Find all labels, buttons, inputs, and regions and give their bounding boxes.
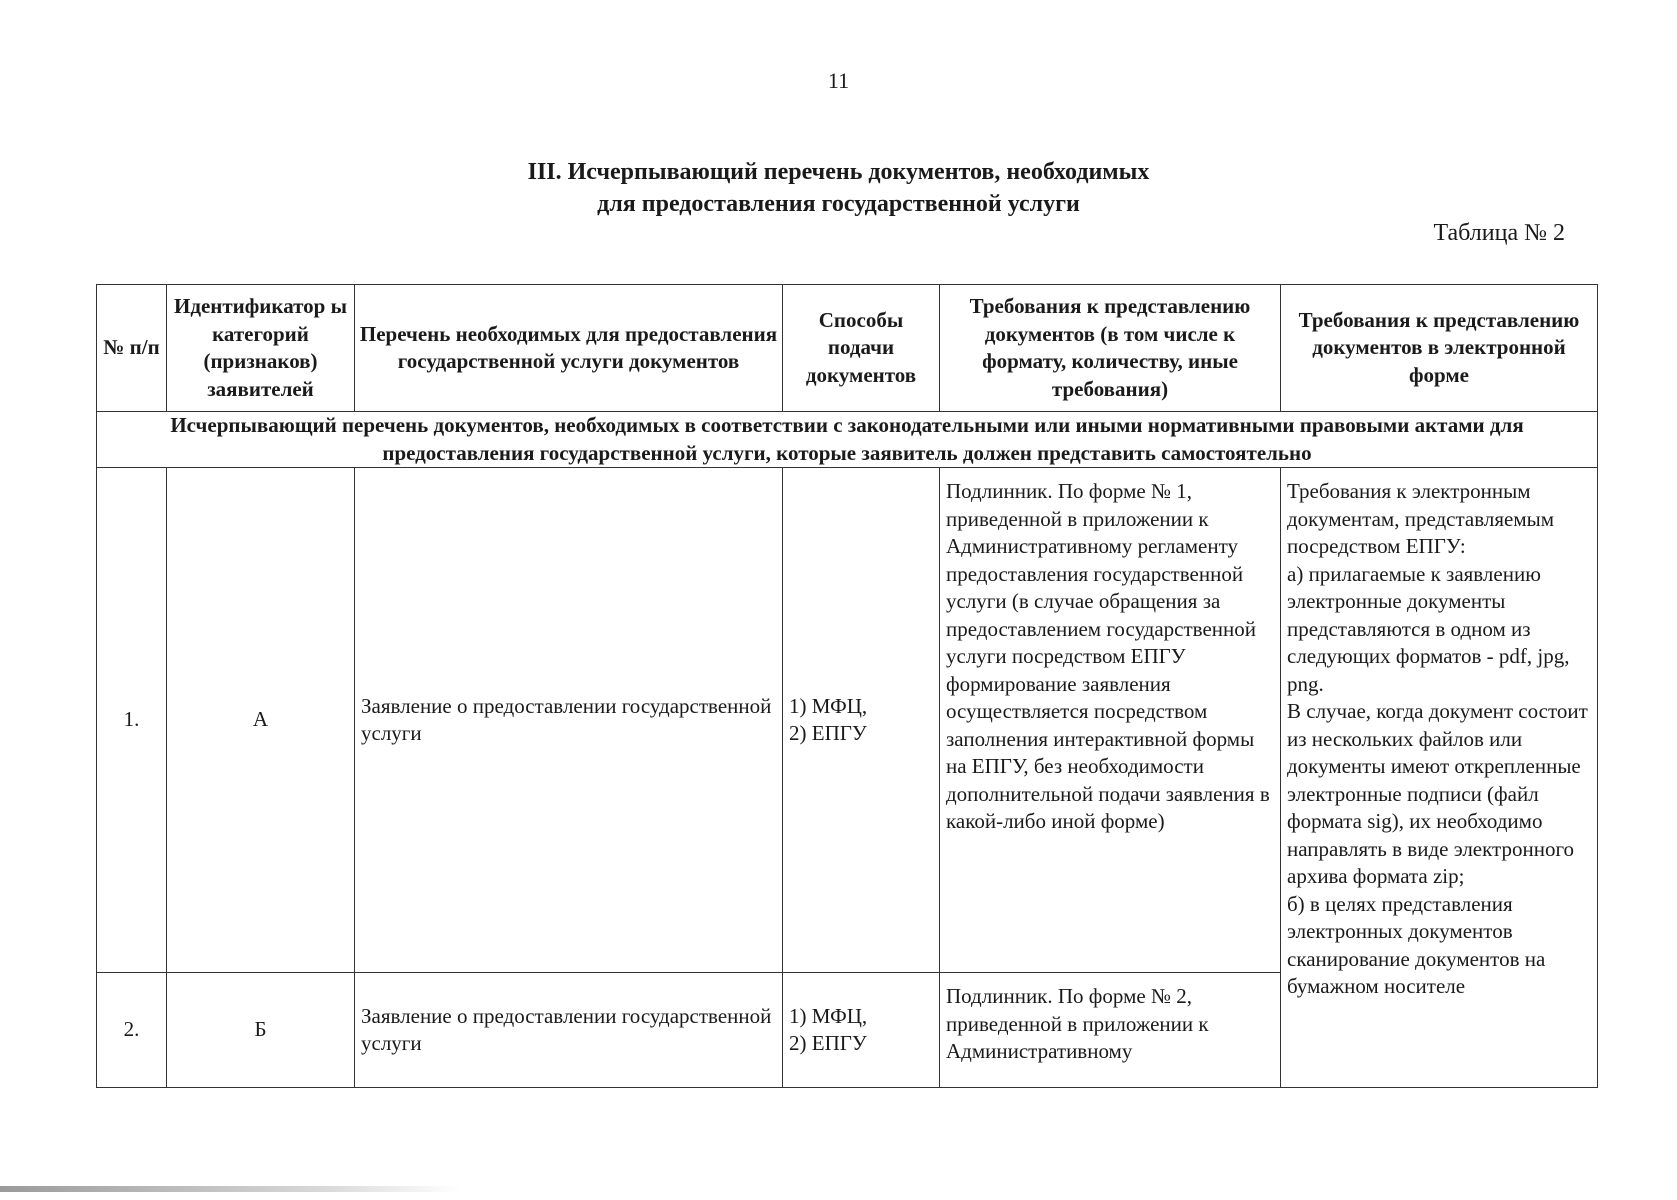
table-caption: Таблица № 2 xyxy=(1433,220,1565,246)
page-title xyxy=(0,156,1677,220)
table-section-row xyxy=(97,412,1598,468)
table-row xyxy=(97,468,1598,973)
page-title-line-1: III. Исчерпывающий перечень документов, необходимых xyxy=(527,159,1150,185)
table-header-row xyxy=(97,285,1598,412)
page-title-line-2: для предоставления государственной услуги xyxy=(597,191,1080,217)
page-number: 11 xyxy=(827,68,850,93)
row-document: Заявление о предоставлении государственной услуги xyxy=(355,973,783,1088)
section-heading: Исчерпывающий перечень документов, необходимых в соответствии с законодательными или иными нормативными правовыми актами для предоставления государственной услуги, которые заявитель должен представить самостоятельно xyxy=(97,412,1598,468)
row-category: Б xyxy=(167,973,355,1088)
header-requirements: Требования к представлению документов (в том числе к формату, количеству, иные требования) xyxy=(940,285,1281,412)
documents-table xyxy=(96,284,1598,1088)
row-methods: 1) МФЦ, 2) ЕПГУ xyxy=(783,973,940,1088)
electronic-requirements: Требования к электронным документам, представляемым посредством ЕПГУ: а) прилагаемые к заявлению электронные документы представляются в одном из следующих форматов - pdf, jpg, png. В случае, когда документ состоит из нескольких файлов или документы имеют открепленные электронные подписи (файл формата sig), их необходимо направлять в виде электронного архива формата zip; б) в целях представления электронных документов сканирование документов на бумажном носителе xyxy=(1281,468,1598,1088)
row-document: Заявление о предоставлении государственной услуги xyxy=(355,468,783,973)
row-requirements: Подлинник. По форме № 1, приведенной в приложении к Административному регламенту предоставления государственной услуги (в случае обращения за предоставлением государственной услуги посредством ЕПГУ формирование заявления осуществляется посредством заполнения интерактивной формы на ЕПГУ, без необходимости дополнительной подачи заявления в какой-либо иной форме) xyxy=(940,468,1281,973)
header-document-list: Перечень необходимых для предоставления государственной услуги документов xyxy=(355,285,783,412)
header-electronic-requirements: Требования к представлению документов в электронной форме xyxy=(1281,285,1598,412)
header-submission-methods: Способы подачи документов xyxy=(783,285,940,412)
row-number: 1. xyxy=(97,468,167,973)
row-number: 2. xyxy=(97,973,167,1088)
row-methods: 1) МФЦ, 2) ЕПГУ xyxy=(783,468,940,973)
header-category: Идентификатор ы категорий (признаков) заявителей xyxy=(167,285,355,412)
row-category: А xyxy=(167,468,355,973)
header-number: № п/п xyxy=(97,285,167,412)
row-requirements: Подлинник. По форме № 2, приведенной в приложении к Административному xyxy=(940,973,1281,1088)
scan-edge-shadow xyxy=(0,1186,460,1192)
